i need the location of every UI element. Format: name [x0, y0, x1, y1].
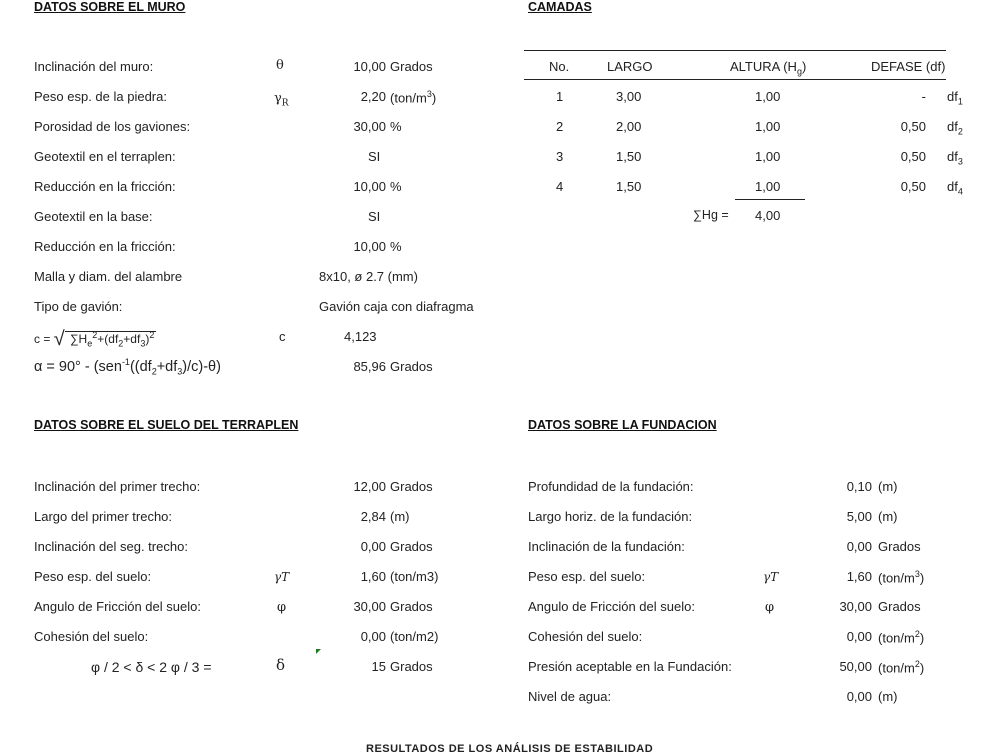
terraplen-label-largo-1: Largo del primer trecho:: [34, 509, 173, 524]
cell-df-label: $df_2$: [947, 119, 963, 137]
cell-df-label: $df_4$: [947, 179, 963, 197]
muro-value-reduccion-friccion-1[interactable]: 10,00: [353, 179, 386, 194]
muro-label-reduccion-friccion-2: Reducción en la fricción:: [34, 239, 176, 254]
muro-value-alpha: 85,96: [353, 359, 386, 374]
fundacion-label-cohesion: Cohesión del suelo:: [528, 629, 643, 644]
fundacion-unit-inclinacion: Grados: [878, 539, 921, 554]
col-header-altura: ALTURA $(H_g)$: [730, 59, 807, 77]
cell-no: 1: [556, 89, 564, 104]
terraplen-label-peso-suelo: Peso esp. del suelo:: [34, 569, 152, 584]
terraplen-value-friccion[interactable]: 30,00: [353, 599, 386, 614]
terraplen-value-inclinacion-1[interactable]: 12,00: [353, 479, 386, 494]
fundacion-unit-presion: $(ton/m^2)$: [878, 659, 925, 676]
fundacion-value-friccion[interactable]: 30,00: [839, 599, 872, 614]
col-header-defase: DEFASE (df): [871, 59, 946, 74]
fundacion-value-presion[interactable]: 50,00: [839, 659, 872, 674]
cell-altura[interactable]: 1,00: [755, 89, 781, 104]
cell-no: 2: [556, 119, 564, 134]
muro-section-title: DATOS SOBRE EL MURO: [34, 0, 186, 14]
cell-df-label: $df_1$: [947, 89, 963, 107]
fundacion-label-inclinacion: Inclinación de la fundación:: [528, 539, 685, 554]
cell-largo[interactable]: 2,00: [616, 119, 642, 134]
cell-no: 4: [556, 179, 564, 194]
fundacion-label-nivel-agua: Nivel de agua:: [528, 689, 612, 704]
terraplen-value-largo-1[interactable]: 2,84: [360, 509, 386, 524]
muro-value-tipo-gavion[interactable]: Gavión caja con diafragma: [319, 299, 474, 314]
cell-altura[interactable]: 1,00: [755, 179, 781, 194]
terraplen-label-cohesion: Cohesión del suelo:: [34, 629, 149, 644]
muro-unit-reduccion-friccion-1: %: [390, 179, 402, 194]
muro-value-geotextil-terraplen[interactable]: SI: [368, 149, 381, 164]
fundacion-unit-largo: (m): [878, 509, 898, 524]
sum-value: 4,00: [755, 208, 781, 223]
muro-value-porosidad[interactable]: 30,00: [353, 119, 386, 134]
sum-line: [735, 199, 805, 200]
gamma-t-symbol: γT: [274, 570, 290, 584]
fundacion-unit-profundidad: (m): [878, 479, 898, 494]
terraplen-unit-friccion: Grados: [390, 599, 433, 614]
fundacion-unit-peso-suelo: $(ton/m^3)$: [878, 569, 925, 586]
cell-largo[interactable]: 3,00: [616, 89, 642, 104]
delta-formula-label: φ / 2 < δ < 2 φ / 3 =: [91, 659, 212, 675]
terraplen-unit-inclinacion-1: Grados: [390, 479, 433, 494]
terraplen-unit-cohesion: (ton/m2): [390, 629, 439, 644]
fundacion-label-peso-suelo: Peso esp. del suelo:: [528, 569, 646, 584]
fundacion-value-profundidad[interactable]: 0,10: [846, 479, 872, 494]
muro-value-malla[interactable]: 8x10, ø 2.7 (mm): [319, 269, 418, 284]
table-top-border: [524, 50, 946, 51]
terraplen-label-friccion: Angulo de Fricción del suelo:: [34, 599, 201, 614]
terraplen-unit-inclinacion-2: Grados: [390, 539, 433, 554]
terraplen-value-peso-suelo[interactable]: 1,60: [360, 569, 386, 584]
muro-unit-alpha: Grados: [390, 359, 433, 374]
terraplen-label-inclinacion-1: Inclinación del primer trecho:: [34, 479, 201, 494]
phi-symbol: φ: [277, 600, 287, 615]
terraplen-value-delta: 15: [371, 659, 386, 674]
col-header-largo: LARGO: [607, 59, 653, 74]
cell-defase[interactable]: -: [921, 89, 926, 104]
fundacion-label-presion: Presión aceptable en la Fundación:: [528, 659, 732, 674]
camadas-section-title: CAMADAS: [528, 0, 592, 14]
muro-label-reduccion-friccion-1: Reducción en la fricción:: [34, 179, 176, 194]
fundacion-unit-cohesion: $(ton/m^2)$: [878, 629, 925, 646]
muro-unit-porosidad: %: [390, 119, 402, 134]
muro-unit-reduccion-friccion-2: %: [390, 239, 402, 254]
muro-label-geotextil-terraplen: Geotextil en el terraplen:: [34, 149, 176, 164]
terraplen-unit-delta: Grados: [390, 659, 433, 674]
muro-value-c: 4,123: [344, 329, 377, 344]
muro-label-inclinacion: Inclinación del muro:: [34, 59, 154, 74]
cell-defase[interactable]: 0,50: [900, 179, 926, 194]
muro-label-malla: Malla y diam. del alambre: [34, 269, 183, 284]
terraplen-unit-largo-1: (m): [390, 509, 410, 524]
muro-label-peso-piedra: Peso esp. de la piedra:: [34, 89, 167, 104]
muro-value-peso-piedra[interactable]: 2,20: [360, 89, 386, 104]
table-header-border: [524, 79, 946, 80]
formula-alpha-label: $\alpha = 90^\circ - (sen^{-1}((df_2+df_3)/c)-\theta)$: [34, 357, 221, 377]
terraplen-value-inclinacion-2[interactable]: 0,00: [360, 539, 386, 554]
muro-value-geotextil-base[interactable]: SI: [368, 209, 381, 224]
fundacion-value-inclinacion[interactable]: 0,00: [846, 539, 872, 554]
fundacion-value-peso-suelo[interactable]: 1,60: [846, 569, 872, 584]
formula-c-label: c = √ $\sum H_e^2+(df_2+df_3)^2$: [34, 328, 155, 350]
cell-defase[interactable]: 0,50: [900, 119, 926, 134]
comment-indicator-icon[interactable]: [316, 649, 321, 654]
fundacion-unit-friccion: Grados: [878, 599, 921, 614]
cell-defase[interactable]: 0,50: [900, 149, 926, 164]
terraplen-label-inclinacion-2: Inclinación del seg. trecho:: [34, 539, 188, 554]
muro-value-inclinacion[interactable]: 10,00: [353, 59, 386, 74]
muro-label-geotextil-base: Geotextil en la base:: [34, 209, 153, 224]
sum-label: ∑Hg =: [693, 208, 729, 222]
col-header-no: No.: [549, 59, 570, 74]
cell-altura[interactable]: 1,00: [755, 149, 781, 164]
fundacion-value-nivel-agua[interactable]: 0,00: [846, 689, 872, 704]
cell-largo[interactable]: 1,50: [616, 149, 642, 164]
c-symbol: c: [279, 329, 286, 344]
gamma-t-symbol: γT: [763, 570, 779, 584]
fundacion-section-title: DATOS SOBRE LA FUNDACION: [528, 418, 717, 432]
delta-symbol: δ: [276, 656, 286, 674]
fundacion-value-largo[interactable]: 5,00: [846, 509, 872, 524]
terraplen-section-title: DATOS SOBRE EL SUELO DEL TERRAPLEN: [34, 418, 299, 432]
muro-value-reduccion-friccion-2[interactable]: 10,00: [353, 239, 386, 254]
cell-df-label: $df_3$: [947, 149, 963, 167]
theta-symbol: θ: [276, 58, 284, 73]
muro-unit-peso-piedra: $(ton/m^3)$: [390, 89, 437, 106]
fundacion-label-largo: Largo horiz. de la fundación:: [528, 509, 693, 524]
muro-label-porosidad: Porosidad de los gaviones:: [34, 119, 191, 134]
fundacion-label-friccion: Angulo de Fricción del suelo:: [528, 599, 695, 614]
fundacion-unit-nivel-agua: (m): [878, 689, 898, 704]
terraplen-unit-peso-suelo: (ton/m3): [390, 569, 439, 584]
fundacion-value-cohesion[interactable]: 0,00: [846, 629, 872, 644]
cell-largo[interactable]: 1,50: [616, 179, 642, 194]
phi-symbol: φ: [765, 600, 775, 615]
terraplen-value-cohesion[interactable]: 0,00: [360, 629, 386, 644]
resultados-section-title: RESULTADOS DE LOS ANÁLISIS DE ESTABILIDAD: [366, 743, 654, 755]
cell-no: 3: [556, 149, 564, 164]
gamma-r-symbol: $\gamma_R$: [274, 91, 289, 109]
cell-altura[interactable]: 1,00: [755, 119, 781, 134]
muro-unit-inclinacion: Grados: [390, 59, 433, 74]
fundacion-label-profundidad: Profundidad de la fundación:: [528, 479, 694, 494]
muro-label-tipo-gavion: Tipo de gavión:: [34, 299, 123, 314]
